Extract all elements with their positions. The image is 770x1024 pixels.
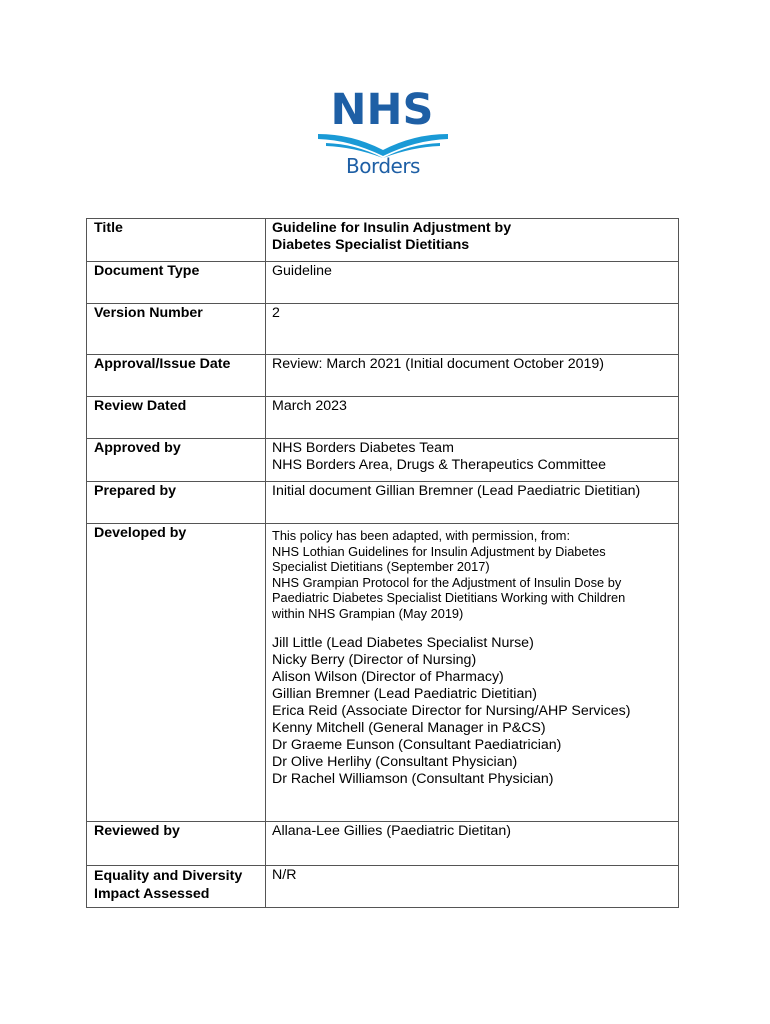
logo-region-text: Borders [346, 154, 420, 178]
row-label-version-number: Version Number [87, 304, 266, 355]
developer-list [272, 635, 678, 788]
nhs-borders-logo [312, 85, 454, 180]
approved-by-line: NHS Borders Area, Drugs & Therapeutics Committee [272, 456, 607, 473]
policy-line: Specialist Dietitians (September 2017) [272, 559, 490, 574]
row-value-version-number: 2 [266, 304, 679, 355]
row-label-title: Title [87, 219, 266, 262]
row-value-equality-impact: N/R [266, 866, 679, 908]
developer-item: Dr Graeme Eunson (Consultant Paediatrician) [272, 737, 562, 753]
row-value-developed-by [266, 524, 679, 822]
equality-label-line: Equality and Diversity [94, 868, 243, 884]
table-row-developed-by [87, 524, 679, 822]
row-value-approval-issue-date: Review: March 2021 (Initial document October 2019) [266, 355, 679, 397]
developer-item: Jill Little (Lead Diabetes Specialist Nurse) [272, 635, 534, 651]
policy-line: Paediatric Diabetes Specialist Dietitians Working with Children [272, 590, 626, 605]
row-label-review-dated: Review Dated [87, 397, 266, 439]
developer-item: Nicky Berry (Director of Nursing) [272, 652, 477, 668]
policy-line: NHS Lothian Guidelines for Insulin Adjustment by Diabetes [272, 543, 606, 559]
table-row-title [87, 219, 679, 262]
row-label-developed-by: Developed by [87, 524, 266, 822]
row-value-document-type: Guideline [266, 262, 679, 304]
table-row-reviewed-by [87, 822, 679, 866]
policy-line: This policy has been adapted, with permission, from: [272, 528, 571, 543]
policy-line: within NHS Grampian (May 2019) [272, 605, 464, 621]
table-row-prepared-by [87, 482, 679, 524]
row-label-equality-impact [87, 866, 266, 908]
table-row-equality-impact [87, 866, 679, 908]
row-value-prepared-by: Initial document Gillian Bremner (Lead Paediatric Dietitian) [266, 482, 679, 524]
policy-line: NHS Grampian Protocol for the Adjustment of Insulin Dose by [272, 574, 622, 590]
title-line: Diabetes Specialist Dietitians [272, 236, 470, 253]
logo-nhs-text: NHS [330, 85, 434, 135]
title-line: Guideline for Insulin Adjustment by [272, 220, 512, 236]
row-value-approved-by [266, 439, 679, 482]
row-label-approved-by: Approved by [87, 439, 266, 482]
row-value-review-dated: March 2023 [266, 397, 679, 439]
developer-item: Gillian Bremner (Lead Paediatric Dietitian) [272, 686, 537, 702]
row-label-document-type: Document Type [87, 262, 266, 304]
row-label-reviewed-by: Reviewed by [87, 822, 266, 866]
approved-by-line: NHS Borders Diabetes Team [272, 440, 454, 456]
row-label-approval-issue-date: Approval/Issue Date [87, 355, 266, 397]
row-label-prepared-by: Prepared by [87, 482, 266, 524]
row-value-title [266, 219, 679, 262]
table-row-approved-by [87, 439, 679, 482]
row-value-reviewed-by: Allana-Lee Gillies (Paediatric Dietitan) [266, 822, 679, 866]
equality-label-line: Impact Assessed [94, 886, 210, 902]
developer-item: Dr Rachel Williamson (Consultant Physician) [272, 771, 554, 787]
developer-item: Kenny Mitchell (General Manager in P&CS) [272, 720, 546, 736]
developer-item: Erica Reid (Associate Director for Nursing/AHP Services) [272, 703, 631, 719]
document-control-table [86, 218, 679, 908]
table-row-document-type [87, 262, 679, 304]
table-row-approval-issue-date [87, 355, 679, 397]
developer-item: Dr Olive Herlihy (Consultant Physician) [272, 754, 518, 770]
developer-item: Alison Wilson (Director of Pharmacy) [272, 669, 504, 685]
table-row-review-dated [87, 397, 679, 439]
policy-source-text [272, 528, 678, 621]
table-row-version-number [87, 304, 679, 355]
